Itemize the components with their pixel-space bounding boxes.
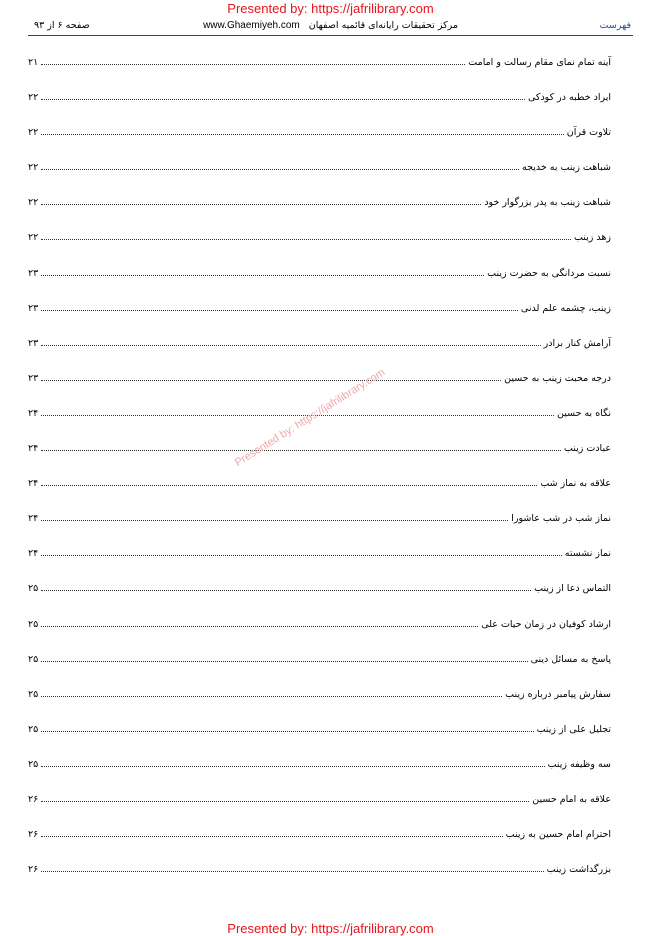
toc-entry-title: تلاوت قرآن [566, 127, 611, 139]
toc-dot-leader [41, 547, 562, 556]
toc-entry[interactable] [28, 267, 611, 302]
toc-entry-page: ۲۱ [28, 57, 39, 68]
organization-name: مرکز تحقیقات رایانه‌ای قائمیه اصفهان [308, 20, 458, 31]
toc-entry-page: ۲۲ [28, 92, 39, 104]
toc-dot-leader [41, 442, 561, 451]
toc-entry-title: نماز نشسته [564, 548, 611, 560]
toc-entry[interactable] [28, 372, 611, 407]
toc-entry-page: ۲۵ [28, 583, 39, 595]
toc-entry-title: نماز شب در شب عاشورا [511, 513, 611, 525]
toc-entry-title: تجلیل علی از زینب [536, 723, 611, 735]
toc-dot-leader [41, 828, 502, 837]
toc-entry-page: ۲۲ [28, 197, 39, 209]
toc-entry[interactable] [28, 477, 611, 512]
toc-entry-page: ۲۶ [28, 793, 39, 805]
page-number-label: صفحه ۶ از ۹۳ [34, 20, 90, 31]
toc-dot-leader [41, 302, 518, 311]
toc-entry-page: ۲۳ [28, 337, 39, 349]
toc-entry-page: ۲۴ [28, 513, 39, 525]
toc-entry-title: زهد زینب [573, 232, 611, 244]
toc-dot-leader [41, 407, 554, 416]
toc-entry[interactable] [28, 126, 611, 161]
toc-entry-title: آینه تمام نمای مقام رسالت و امامت [468, 57, 611, 68]
toc-entry-page: ۲۲ [28, 162, 39, 174]
presented-by-bottom: Presented by: https://jafrilibrary.com [227, 921, 434, 936]
toc-entry-page: ۲۴ [28, 548, 39, 560]
toc-dot-leader [41, 267, 484, 276]
toc-entry-page: ۲۵ [28, 758, 39, 770]
toc-dot-leader [41, 196, 481, 205]
toc-entry-page: ۲۶ [28, 829, 39, 841]
toc-dot-leader [41, 337, 540, 346]
toc-dot-leader [41, 758, 544, 767]
toc-entry[interactable] [28, 56, 611, 91]
toc-entry-page: ۲۴ [28, 478, 39, 490]
toc-entry-title: علاقه به نماز شب [540, 478, 611, 490]
toc-dot-leader [41, 512, 508, 521]
toc-entry-title: شباهت زینب به خدیجه [521, 162, 611, 174]
toc-entry-page: ۲۶ [28, 864, 39, 876]
presented-by-top: Presented by: https://jafrilibrary.com [227, 1, 434, 16]
toc-entry-page: ۲۵ [28, 618, 39, 630]
toc-entry-title: سه وظیفه زینب [547, 758, 611, 770]
toc-entry[interactable] [28, 512, 611, 547]
toc-entry-page: ۲۳ [28, 372, 39, 384]
toc-dot-leader [41, 653, 527, 662]
toc-entry-page: ۲۳ [28, 302, 39, 314]
toc-entry[interactable] [28, 828, 611, 863]
toc-entry-page: ۲۴ [28, 443, 39, 455]
toc-entry-page: ۲۲ [28, 127, 39, 139]
toc-dot-leader [41, 91, 525, 100]
toc-dot-leader [41, 126, 564, 135]
toc-entry-title: التماس دعا از زینب [534, 583, 611, 595]
toc-dot-leader [41, 863, 543, 872]
toc-dot-leader [41, 582, 531, 591]
toc-entry-page: ۲۲ [28, 232, 39, 244]
toc-entry-title: احترام امام حسین به زینب [505, 829, 611, 841]
toc-entry-title: آرامش کنار برادر [543, 337, 611, 349]
toc-entry[interactable] [28, 547, 611, 582]
toc-entry[interactable] [28, 688, 611, 723]
toc-entry[interactable] [28, 337, 611, 372]
toc-entry-title: علاقه به امام حسین [532, 793, 611, 805]
header-center [28, 18, 633, 34]
toc-entry[interactable] [28, 793, 611, 828]
toc-entry[interactable] [28, 863, 611, 898]
toc-entry[interactable] [28, 758, 611, 793]
toc-entry[interactable] [28, 231, 611, 266]
toc-entry-title: شباهت زینب به پدر بزرگوار خود [484, 197, 611, 209]
toc-entry-title: زینب، چشمه علم لدنی [520, 302, 611, 314]
toc-entry-title: نسبت مردانگی به حضرت زینب [487, 267, 611, 279]
toc-dot-leader [41, 723, 533, 732]
toc-entry-title: بزرگداشت زینب [546, 864, 611, 876]
toc-entry-page: ۲۴ [28, 407, 39, 419]
toc-entry-title: درجه محبت زینب به حسین [504, 372, 611, 384]
toc-entry-title: ایراد خطبه در کودکی [528, 92, 611, 104]
toc-entry-title: عبادت زینب [563, 443, 611, 455]
toc-dot-leader [41, 56, 465, 65]
toc-entry-title: نگاه به حسین [557, 407, 611, 419]
toc-dot-leader [41, 161, 519, 170]
website-link[interactable]: www.Ghaemiyeh.com [203, 20, 300, 31]
toc-dot-leader [41, 372, 501, 381]
toc-entry-page: ۲۵ [28, 653, 39, 665]
toc-dot-leader [41, 793, 529, 802]
toc-entry[interactable] [28, 91, 611, 126]
toc-dot-leader [41, 618, 478, 627]
toc-entry[interactable] [28, 653, 611, 688]
table-of-contents [28, 56, 611, 898]
toc-entry-page: ۲۵ [28, 723, 39, 735]
toc-entry[interactable] [28, 618, 611, 653]
toc-entry-title: ارشاد کوفیان در زمان حیات علی [481, 618, 611, 630]
toc-entry[interactable] [28, 723, 611, 758]
page-header [28, 18, 633, 34]
toc-entry[interactable] [28, 161, 611, 196]
header-divider [28, 35, 633, 36]
toc-entry-page: ۲۳ [28, 267, 39, 279]
toc-entry-title: سفارش پیامبر درباره زینب [505, 688, 611, 700]
toc-entry[interactable] [28, 302, 611, 337]
toc-dot-leader [41, 477, 537, 486]
section-title: فهرست [599, 20, 631, 31]
toc-dot-leader [41, 231, 571, 240]
toc-entry[interactable] [28, 582, 611, 617]
toc-entry[interactable] [28, 196, 611, 231]
toc-entry[interactable] [28, 442, 611, 477]
watermark: Presented by: https://jafrilibrary.com [232, 366, 388, 470]
toc-entry-page: ۲۵ [28, 688, 39, 700]
toc-entry-title: پاسخ به مسائل دینی [530, 653, 611, 665]
toc-dot-leader [41, 688, 502, 697]
